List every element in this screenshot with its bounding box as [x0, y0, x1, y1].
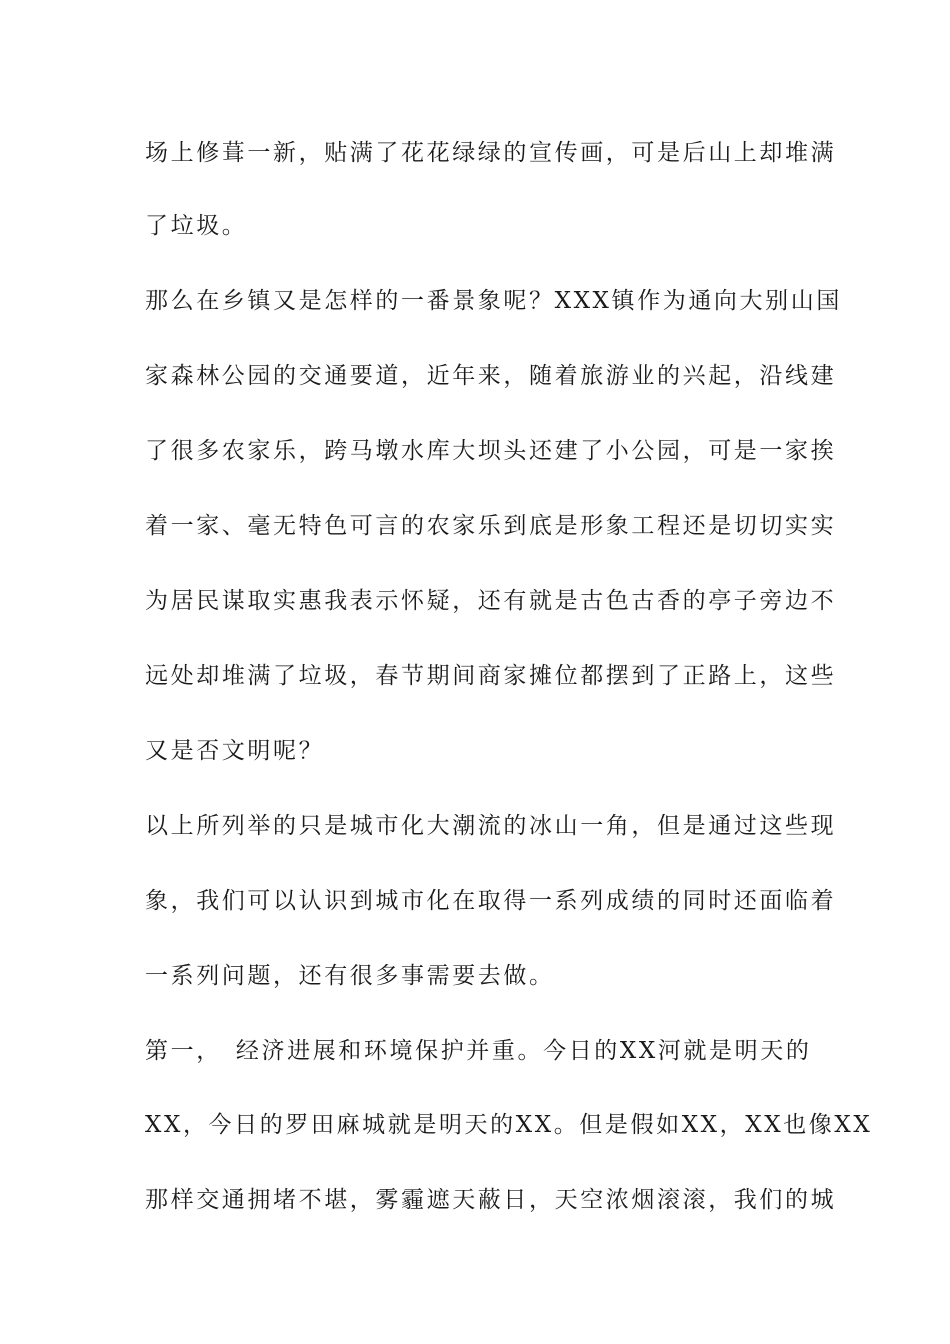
text-line: 以上所列举的只是城市化大潮流的冰山一角，但是通过这些现: [145, 813, 837, 839]
text-line: 又是否文明呢？: [145, 738, 325, 764]
text-line: XX，今日的罗田麻城就是明天的XX。但是假如XX，XX也像XX: [145, 1112, 873, 1138]
text-line: 家森林公园的交通要道，近年来，随着旅游业的兴起，沿线建: [145, 363, 837, 389]
text-line: 第一， 经济进展和环境保护并重。今日的XX河就是明天的: [145, 1038, 812, 1064]
text-line: 那么在乡镇又是怎样的一番景象呢？XXX镇作为通向大别山国: [145, 288, 842, 314]
text-line: 了很多农家乐，跨马墩水库大坝头还建了小公园，可是一家挨: [145, 438, 837, 464]
text-line: 场上修葺一新，贴满了花花绿绿的宣传画，可是后山上却堆满: [145, 140, 837, 166]
text-line: 那样交通拥堵不堪，雾霾遮天蔽日，天空浓烟滚滚，我们的城: [145, 1187, 837, 1213]
text-line: 远处却堆满了垃圾，春节期间商家摊位都摆到了正路上，这些: [145, 663, 837, 689]
text-line: 着一家、毫无特色可言的农家乐到底是形象工程还是切切实实: [145, 513, 837, 539]
text-line: 了垃圾。: [145, 213, 248, 239]
text-line: 一系列问题，还有很多事需要去做。: [145, 963, 555, 989]
text-line: 象，我们可以认识到城市化在取得一系列成绩的同时还面临着: [145, 888, 837, 914]
text-line: 为居民谋取实惠我表示怀疑，还有就是古色古香的亭子旁边不: [145, 588, 837, 614]
